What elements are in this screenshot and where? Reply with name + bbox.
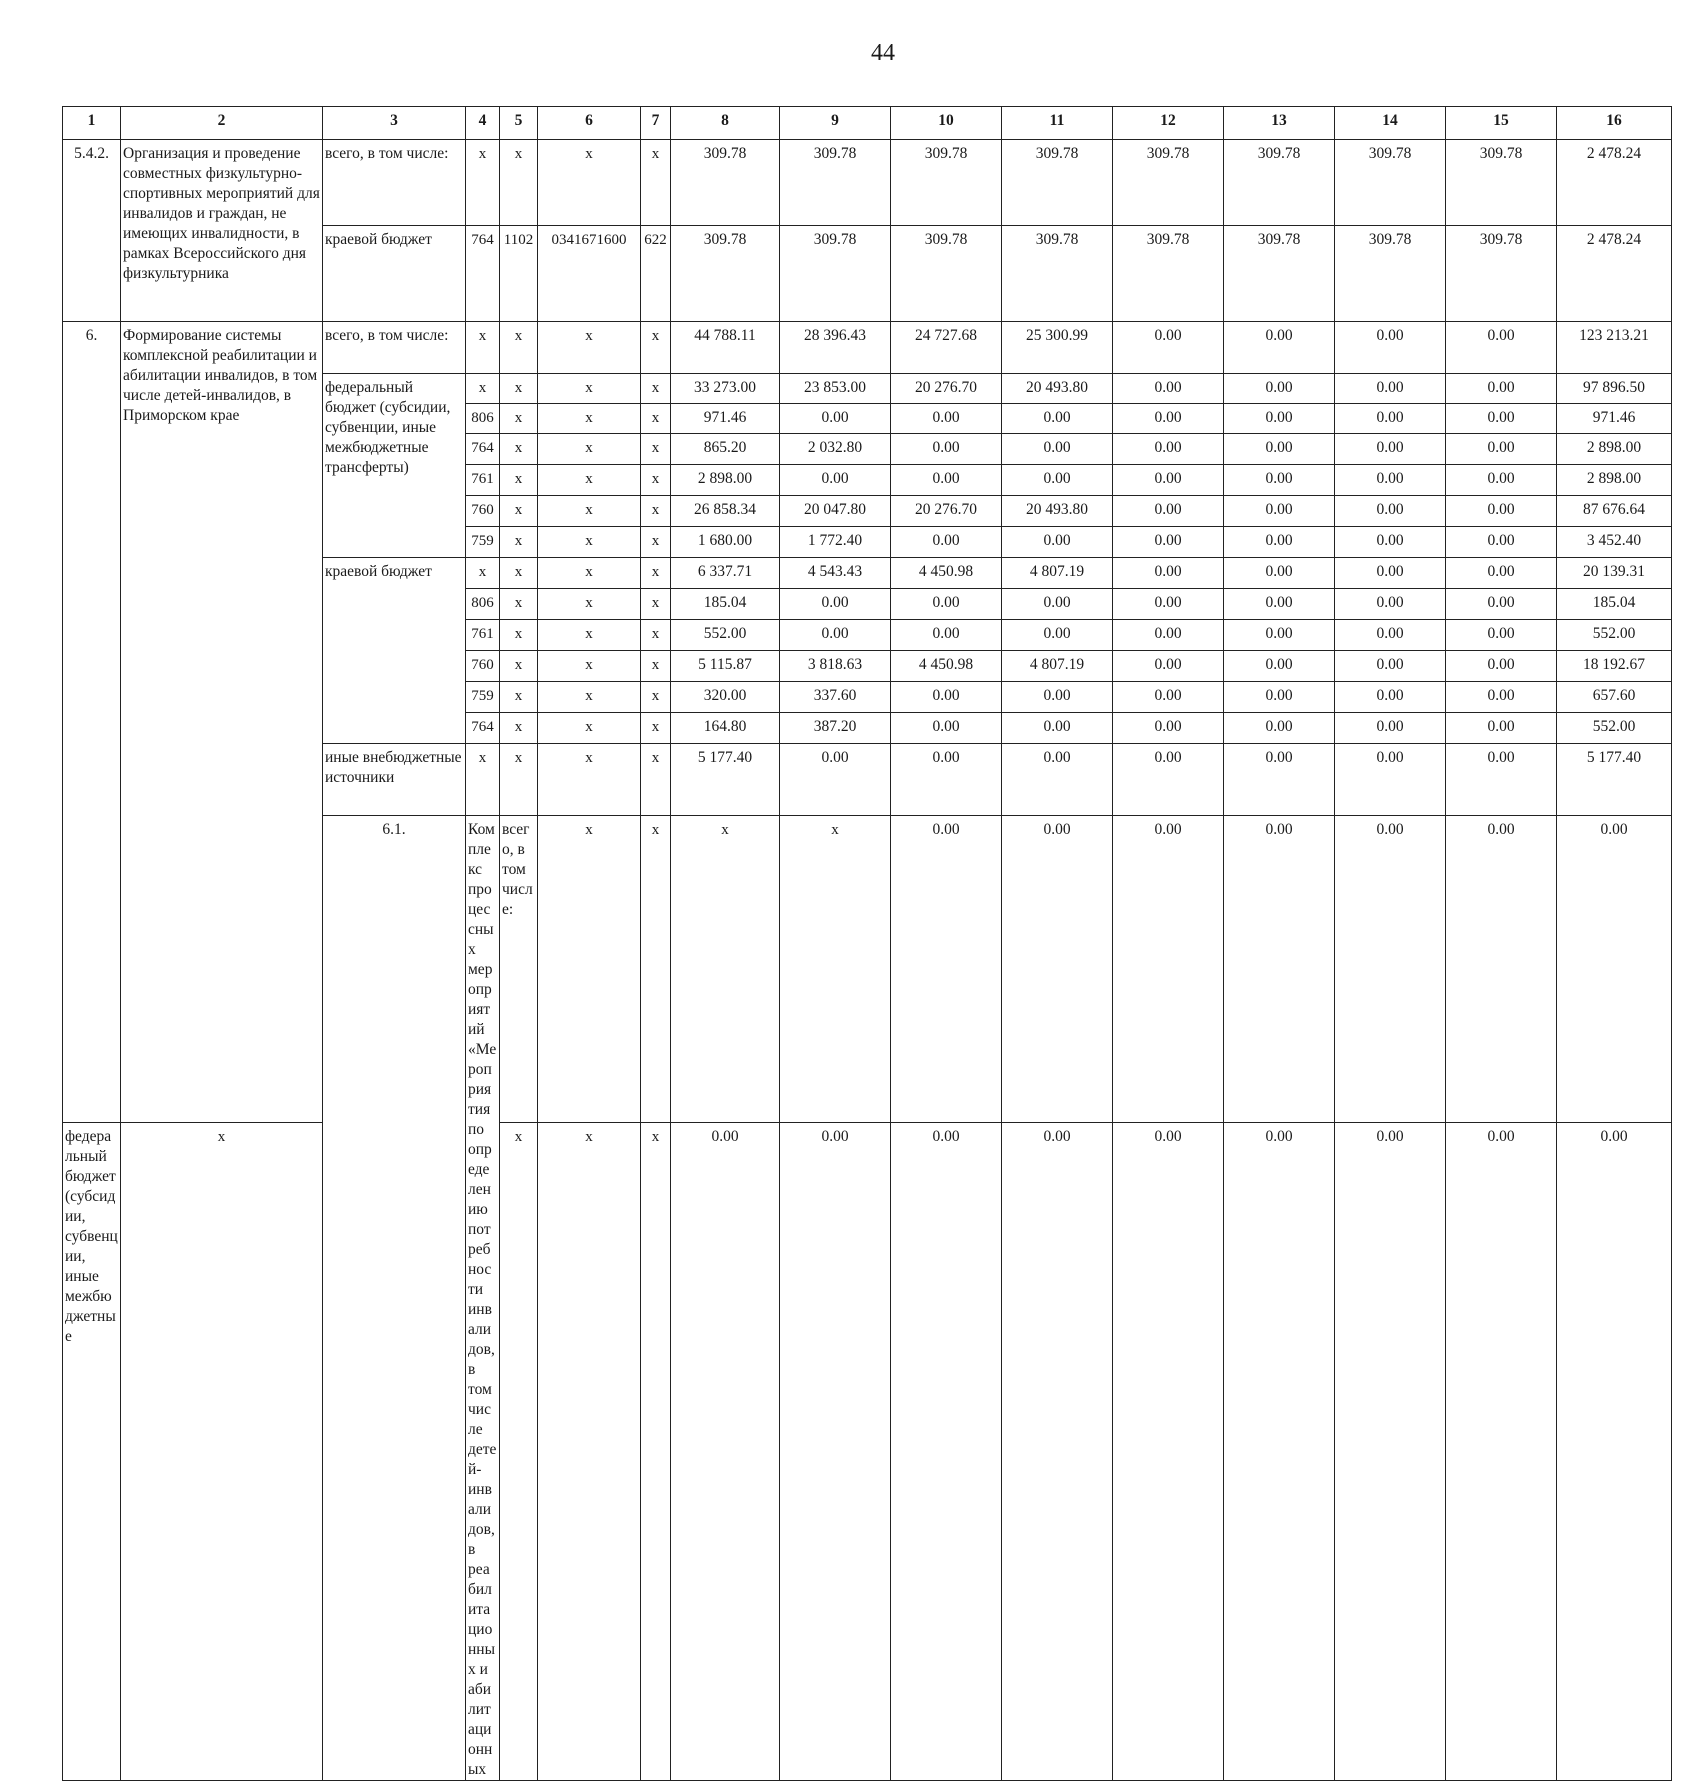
code-csr-cell: x bbox=[538, 651, 641, 682]
year-col-14-cell: 0.00 bbox=[1335, 434, 1446, 465]
year-col-13-cell: 0.00 bbox=[1224, 374, 1335, 404]
column-header: 12 bbox=[1113, 107, 1224, 140]
budget-table bbox=[62, 106, 1672, 1781]
code-grbs-cell: 764 bbox=[466, 226, 500, 322]
year-col-14-cell: 0.00 bbox=[1557, 816, 1672, 1123]
year-col-15-cell: 0.00 bbox=[1446, 589, 1557, 620]
funding-source-cell: краевой бюджет bbox=[323, 558, 466, 744]
total-cell: 552.00 bbox=[1557, 620, 1672, 651]
code-rzpr-cell: x bbox=[500, 374, 538, 404]
year-col-12-cell: 0.00 bbox=[1113, 374, 1224, 404]
year-col-14-cell: 0.00 bbox=[1335, 713, 1446, 744]
table-row bbox=[63, 322, 1672, 374]
year-col-8-cell: 309.78 bbox=[671, 140, 780, 226]
column-header: 10 bbox=[891, 107, 1002, 140]
column-header: 2 bbox=[121, 107, 323, 140]
year-col-12-cell: 0.00 bbox=[1113, 404, 1224, 434]
year-col-13-cell: 0.00 bbox=[1224, 744, 1335, 816]
row-number-cell: 6.1. bbox=[323, 816, 466, 1781]
year-col-15-cell: 0.00 bbox=[1446, 374, 1557, 404]
code-grbs-cell: x bbox=[538, 816, 641, 1123]
year-col-13-cell: 0.00 bbox=[1224, 651, 1335, 682]
year-col-9-cell: 23 853.00 bbox=[780, 374, 891, 404]
code-rzpr-cell: x bbox=[500, 465, 538, 496]
year-col-12-cell: 309.78 bbox=[1113, 140, 1224, 226]
year-col-8-cell: 44 788.11 bbox=[671, 322, 780, 374]
year-col-13-cell: 0.00 bbox=[1224, 465, 1335, 496]
year-col-12-cell: 0.00 bbox=[1113, 682, 1224, 713]
total-cell: 971.46 bbox=[1557, 404, 1672, 434]
year-col-14-cell: 0.00 bbox=[1335, 322, 1446, 374]
year-col-12-cell: 0.00 bbox=[1113, 322, 1224, 374]
year-col-12-cell: 0.00 bbox=[1113, 589, 1224, 620]
code-rzpr-cell: x bbox=[500, 620, 538, 651]
code-csr-cell: x bbox=[538, 496, 641, 527]
code-grbs-cell: x bbox=[466, 744, 500, 816]
year-col-14-cell: 0.00 bbox=[1335, 744, 1446, 816]
year-col-13-cell: 0.00 bbox=[1224, 527, 1335, 558]
year-col-11-cell: 0.00 bbox=[1002, 682, 1113, 713]
total-cell: 87 676.64 bbox=[1557, 496, 1672, 527]
code-csr-cell: x bbox=[538, 404, 641, 434]
code-rzpr-cell: x bbox=[500, 744, 538, 816]
year-col-13-cell: 0.00 bbox=[1224, 620, 1335, 651]
year-col-9-cell: 0.00 bbox=[1002, 816, 1113, 1123]
year-col-10-cell: 20 276.70 bbox=[891, 374, 1002, 404]
code-rzpr-cell: x bbox=[500, 140, 538, 226]
code-rzpr-cell: x bbox=[500, 434, 538, 465]
code-rzpr-cell: x bbox=[500, 496, 538, 527]
year-col-11-cell: 0.00 bbox=[1002, 465, 1113, 496]
year-col-15-cell: 309.78 bbox=[1446, 226, 1557, 322]
column-header: 3 bbox=[323, 107, 466, 140]
year-col-12-cell: 0.00 bbox=[1113, 744, 1224, 816]
code-csr-cell: x bbox=[538, 465, 641, 496]
total-cell: 2 478.24 bbox=[1557, 226, 1672, 322]
year-col-14-cell: 0.00 bbox=[1335, 651, 1446, 682]
column-header: 13 bbox=[1224, 107, 1335, 140]
year-col-11-cell: 309.78 bbox=[1002, 140, 1113, 226]
code-grbs-cell: 760 bbox=[466, 496, 500, 527]
year-col-13-cell: 0.00 bbox=[1224, 713, 1335, 744]
year-col-10-cell: 0.00 bbox=[891, 404, 1002, 434]
year-col-15-cell: 309.78 bbox=[1446, 140, 1557, 226]
total-cell: 20 139.31 bbox=[1557, 558, 1672, 589]
year-col-14-cell: 0.00 bbox=[1335, 589, 1446, 620]
code-grbs-cell: 764 bbox=[466, 434, 500, 465]
year-col-11-cell: 0.00 bbox=[1002, 404, 1113, 434]
code-rzpr-cell: x bbox=[500, 651, 538, 682]
item-name-cell: Формирование системы комплексной реабилитации и абилитации инвалидов, в том числе детей-инвалидов, в Приморском крае bbox=[121, 322, 323, 1123]
column-header: 4 bbox=[466, 107, 500, 140]
code-rzpr-cell: x bbox=[500, 682, 538, 713]
year-col-15-cell: 0.00 bbox=[1446, 558, 1557, 589]
year-col-15-cell: 0.00 bbox=[1446, 465, 1557, 496]
funding-source-cell: всего, в том числе: bbox=[500, 816, 538, 1123]
year-col-10-cell: 4 450.98 bbox=[891, 558, 1002, 589]
year-col-10-cell: 0.00 bbox=[891, 682, 1002, 713]
year-col-13-cell: 0.00 bbox=[1224, 496, 1335, 527]
total-cell: 657.60 bbox=[1557, 682, 1672, 713]
code-csr-cell: x bbox=[538, 140, 641, 226]
year-col-9-cell: 28 396.43 bbox=[780, 322, 891, 374]
column-header: 7 bbox=[641, 107, 671, 140]
year-col-10-cell: 0.00 bbox=[891, 465, 1002, 496]
year-col-14-cell: 309.78 bbox=[1335, 140, 1446, 226]
column-header: 14 bbox=[1335, 107, 1446, 140]
year-col-12-cell: 0.00 bbox=[1113, 465, 1224, 496]
year-col-10-cell: 0.00 bbox=[891, 1123, 1002, 1781]
year-col-13-cell: 309.78 bbox=[1224, 226, 1335, 322]
year-col-10-cell: 0.00 bbox=[891, 527, 1002, 558]
year-col-9-cell: 387.20 bbox=[780, 713, 891, 744]
code-grbs-cell: 761 bbox=[466, 465, 500, 496]
year-col-12-cell: 0.00 bbox=[1113, 651, 1224, 682]
year-col-8-cell: 971.46 bbox=[671, 404, 780, 434]
table-row bbox=[63, 140, 1672, 226]
column-header: 9 bbox=[780, 107, 891, 140]
funding-source-cell: всего, в том числе: bbox=[323, 322, 466, 374]
code-rzpr-cell: x bbox=[500, 589, 538, 620]
item-name-cell: Комплекс процессных мероприятий «Мероприятия по определению потребности инвалидов, в том числе детей-инвалидов, в реабилитационных и абилитационных bbox=[466, 816, 500, 1781]
code-vr-cell: x bbox=[641, 374, 671, 404]
year-col-13-cell: 0.00 bbox=[1224, 558, 1335, 589]
year-col-8-cell: 5 115.87 bbox=[671, 651, 780, 682]
code-vr-cell: x bbox=[780, 816, 891, 1123]
year-col-11-cell: 0.00 bbox=[1002, 434, 1113, 465]
funding-source-cell: федеральный бюджет (субсидии, субвенции, иные межбюджетные трансферты) bbox=[323, 374, 466, 558]
year-col-8-cell: 865.20 bbox=[671, 434, 780, 465]
year-col-9-cell: 309.78 bbox=[780, 140, 891, 226]
year-col-14-cell: 0.00 bbox=[1335, 558, 1446, 589]
code-grbs-cell: x bbox=[466, 322, 500, 374]
year-col-15-cell: 0.00 bbox=[1446, 322, 1557, 374]
year-col-9-cell: 4 543.43 bbox=[780, 558, 891, 589]
year-col-11-cell: 309.78 bbox=[1002, 226, 1113, 322]
year-col-12-cell: 0.00 bbox=[1113, 620, 1224, 651]
code-csr-cell: x bbox=[538, 682, 641, 713]
column-header: 15 bbox=[1446, 107, 1557, 140]
year-col-15-cell: 0.00 bbox=[1446, 1123, 1557, 1781]
column-header: 6 bbox=[538, 107, 641, 140]
year-col-8-cell: 33 273.00 bbox=[671, 374, 780, 404]
year-col-14-cell: 0.00 bbox=[1335, 465, 1446, 496]
code-vr-cell: x bbox=[641, 682, 671, 713]
year-col-8-cell: 26 858.34 bbox=[671, 496, 780, 527]
year-col-14-cell: 309.78 bbox=[1335, 226, 1446, 322]
column-header: 1 bbox=[63, 107, 121, 140]
code-csr-cell: x bbox=[538, 744, 641, 816]
year-col-9-cell: 3 818.63 bbox=[780, 651, 891, 682]
year-col-8-cell: 0.00 bbox=[671, 1123, 780, 1781]
total-cell: 2 898.00 bbox=[1557, 465, 1672, 496]
code-vr-cell: 622 bbox=[641, 226, 671, 322]
column-header: 8 bbox=[671, 107, 780, 140]
code-csr-cell: x bbox=[538, 1123, 641, 1781]
year-col-9-cell: 0.00 bbox=[780, 465, 891, 496]
year-col-15-cell: 0.00 bbox=[1446, 620, 1557, 651]
year-col-13-cell: 0.00 bbox=[1224, 434, 1335, 465]
year-col-10-cell: 0.00 bbox=[1113, 816, 1224, 1123]
year-col-13-cell: 0.00 bbox=[1224, 1123, 1335, 1781]
year-col-15-cell: 0.00 bbox=[1446, 527, 1557, 558]
year-col-12-cell: 0.00 bbox=[1113, 1123, 1224, 1781]
year-col-11-cell: 25 300.99 bbox=[1002, 322, 1113, 374]
funding-source-cell: краевой бюджет bbox=[323, 226, 466, 322]
code-vr-cell: x bbox=[641, 651, 671, 682]
code-csr-cell: x bbox=[538, 527, 641, 558]
year-col-11-cell: 0.00 bbox=[1002, 713, 1113, 744]
code-vr-cell: x bbox=[641, 620, 671, 651]
code-rzpr-cell: x bbox=[500, 1123, 538, 1781]
year-col-10-cell: 4 450.98 bbox=[891, 651, 1002, 682]
funding-source-cell: иные внебюджетные источники bbox=[323, 744, 466, 816]
year-col-11-cell: 0.00 bbox=[1224, 816, 1335, 1123]
total-cell: 185.04 bbox=[1557, 589, 1672, 620]
column-header: 11 bbox=[1002, 107, 1113, 140]
total-cell: 2 478.24 bbox=[1557, 140, 1672, 226]
code-csr-cell: x bbox=[538, 322, 641, 374]
year-col-11-cell: 0.00 bbox=[1002, 620, 1113, 651]
funding-source-cell: федеральный бюджет (субсидии, субвенции, иные межбюджетные bbox=[63, 1123, 121, 1781]
code-csr-cell: 0341671600 bbox=[538, 226, 641, 322]
year-col-15-cell: 0.00 bbox=[1446, 496, 1557, 527]
year-col-8-cell: 309.78 bbox=[671, 226, 780, 322]
code-grbs-cell: 761 bbox=[466, 620, 500, 651]
year-col-13-cell: 0.00 bbox=[1224, 682, 1335, 713]
code-grbs-cell: 806 bbox=[466, 404, 500, 434]
code-grbs-cell: 760 bbox=[466, 651, 500, 682]
year-col-10-cell: 0.00 bbox=[891, 744, 1002, 816]
code-vr-cell: x bbox=[641, 713, 671, 744]
code-rzpr-cell: x bbox=[500, 527, 538, 558]
code-vr-cell: x bbox=[641, 465, 671, 496]
column-header: 5 bbox=[500, 107, 538, 140]
year-col-14-cell: 0.00 bbox=[1335, 496, 1446, 527]
year-col-13-cell: 0.00 bbox=[1224, 322, 1335, 374]
year-col-11-cell: 4 807.19 bbox=[1002, 651, 1113, 682]
code-csr-cell: x bbox=[538, 589, 641, 620]
total-cell: 18 192.67 bbox=[1557, 651, 1672, 682]
year-col-12-cell: 309.78 bbox=[1113, 226, 1224, 322]
code-vr-cell: x bbox=[641, 140, 671, 226]
year-col-10-cell: 309.78 bbox=[891, 140, 1002, 226]
code-grbs-cell: x bbox=[466, 374, 500, 404]
total-cell: 5 177.40 bbox=[1557, 744, 1672, 816]
code-csr-cell: x bbox=[538, 374, 641, 404]
year-col-8-cell: 320.00 bbox=[671, 682, 780, 713]
year-col-8-cell: 0.00 bbox=[891, 816, 1002, 1123]
funding-source-cell: всего, в том числе: bbox=[323, 140, 466, 226]
year-col-8-cell: 5 177.40 bbox=[671, 744, 780, 816]
table-body bbox=[63, 140, 1672, 1781]
year-col-14-cell: 0.00 bbox=[1335, 682, 1446, 713]
column-header: 16 bbox=[1557, 107, 1672, 140]
code-vr-cell: x bbox=[641, 1123, 671, 1781]
year-col-9-cell: 2 032.80 bbox=[780, 434, 891, 465]
year-col-11-cell: 4 807.19 bbox=[1002, 558, 1113, 589]
year-col-10-cell: 0.00 bbox=[891, 589, 1002, 620]
year-col-13-cell: 309.78 bbox=[1224, 140, 1335, 226]
year-col-11-cell: 20 493.80 bbox=[1002, 496, 1113, 527]
code-vr-cell: x bbox=[641, 404, 671, 434]
year-col-9-cell: 0.00 bbox=[780, 1123, 891, 1781]
code-csr-cell: x bbox=[538, 558, 641, 589]
code-grbs-cell: 764 bbox=[466, 713, 500, 744]
row-number-cell: 5.4.2. bbox=[63, 140, 121, 322]
year-col-8-cell: 2 898.00 bbox=[671, 465, 780, 496]
year-col-10-cell: 24 727.68 bbox=[891, 322, 1002, 374]
year-col-9-cell: 0.00 bbox=[780, 589, 891, 620]
year-col-12-cell: 0.00 bbox=[1113, 713, 1224, 744]
code-csr-cell: x bbox=[538, 620, 641, 651]
year-col-15-cell: 0.00 bbox=[1446, 651, 1557, 682]
year-col-9-cell: 1 772.40 bbox=[780, 527, 891, 558]
year-col-15-cell: 0.00 bbox=[1446, 744, 1557, 816]
year-col-13-cell: 0.00 bbox=[1224, 589, 1335, 620]
code-vr-cell: x bbox=[641, 322, 671, 374]
code-vr-cell: x bbox=[641, 434, 671, 465]
year-col-9-cell: 0.00 bbox=[780, 620, 891, 651]
year-col-11-cell: 0.00 bbox=[1002, 1123, 1113, 1781]
year-col-8-cell: 185.04 bbox=[671, 589, 780, 620]
year-col-12-cell: 0.00 bbox=[1113, 527, 1224, 558]
total-cell: 3 452.40 bbox=[1557, 527, 1672, 558]
year-col-15-cell: 0.00 bbox=[1446, 713, 1557, 744]
year-col-11-cell: 20 493.80 bbox=[1002, 374, 1113, 404]
year-col-14-cell: 0.00 bbox=[1335, 404, 1446, 434]
year-col-14-cell: 0.00 bbox=[1335, 1123, 1446, 1781]
code-rzpr-cell: 1102 bbox=[500, 226, 538, 322]
year-col-13-cell: 0.00 bbox=[1224, 404, 1335, 434]
year-col-15-cell: 0.00 bbox=[1446, 434, 1557, 465]
year-col-11-cell: 0.00 bbox=[1002, 589, 1113, 620]
year-col-10-cell: 20 276.70 bbox=[891, 496, 1002, 527]
page-number: 44 bbox=[871, 40, 895, 66]
code-rzpr-cell: x bbox=[500, 558, 538, 589]
code-grbs-cell: 759 bbox=[466, 682, 500, 713]
year-col-14-cell: 0.00 bbox=[1335, 374, 1446, 404]
year-col-9-cell: 0.00 bbox=[780, 404, 891, 434]
total-cell: 123 213.21 bbox=[1557, 322, 1672, 374]
code-grbs-cell: x bbox=[121, 1123, 323, 1781]
year-col-10-cell: 309.78 bbox=[891, 226, 1002, 322]
code-grbs-cell: 806 bbox=[466, 589, 500, 620]
year-col-12-cell: 0.00 bbox=[1113, 558, 1224, 589]
header-row bbox=[63, 107, 1672, 140]
code-csr-cell: x bbox=[538, 713, 641, 744]
total-cell: 97 896.50 bbox=[1557, 374, 1672, 404]
code-vr-cell: x bbox=[641, 744, 671, 816]
year-col-11-cell: 0.00 bbox=[1002, 527, 1113, 558]
year-col-8-cell: 164.80 bbox=[671, 713, 780, 744]
table-row bbox=[63, 1123, 1672, 1781]
code-rzpr-cell: x bbox=[500, 322, 538, 374]
year-col-9-cell: 309.78 bbox=[780, 226, 891, 322]
item-name-cell: Организация и проведение совместных физкультурно-спортивных мероприятий для инвалидов и граждан, не имеющих инвалидности, в рамках Всероссийского дня физкультурника bbox=[121, 140, 323, 322]
year-col-11-cell: 0.00 bbox=[1002, 744, 1113, 816]
code-grbs-cell: 759 bbox=[466, 527, 500, 558]
year-col-10-cell: 0.00 bbox=[891, 434, 1002, 465]
year-col-14-cell: 0.00 bbox=[1335, 527, 1446, 558]
year-col-14-cell: 0.00 bbox=[1335, 620, 1446, 651]
code-rzpr-cell: x bbox=[500, 404, 538, 434]
code-vr-cell: x bbox=[641, 589, 671, 620]
total-cell: 0.00 bbox=[1557, 1123, 1672, 1781]
year-col-8-cell: 552.00 bbox=[671, 620, 780, 651]
year-col-9-cell: 0.00 bbox=[780, 744, 891, 816]
code-vr-cell: x bbox=[641, 527, 671, 558]
code-grbs-cell: x bbox=[466, 558, 500, 589]
year-col-15-cell: 0.00 bbox=[1446, 404, 1557, 434]
year-col-10-cell: 0.00 bbox=[891, 620, 1002, 651]
total-cell: 2 898.00 bbox=[1557, 434, 1672, 465]
code-vr-cell: x bbox=[641, 558, 671, 589]
code-rzpr-cell: x bbox=[500, 713, 538, 744]
code-vr-cell: x bbox=[641, 496, 671, 527]
code-csr-cell: x bbox=[671, 816, 780, 1123]
year-col-13-cell: 0.00 bbox=[1446, 816, 1557, 1123]
year-col-8-cell: 6 337.71 bbox=[671, 558, 780, 589]
code-rzpr-cell: x bbox=[641, 816, 671, 1123]
year-col-9-cell: 337.60 bbox=[780, 682, 891, 713]
code-grbs-cell: x bbox=[466, 140, 500, 226]
year-col-9-cell: 20 047.80 bbox=[780, 496, 891, 527]
year-col-12-cell: 0.00 bbox=[1113, 496, 1224, 527]
row-number-cell: 6. bbox=[63, 322, 121, 1123]
year-col-8-cell: 1 680.00 bbox=[671, 527, 780, 558]
code-csr-cell: x bbox=[538, 434, 641, 465]
year-col-15-cell: 0.00 bbox=[1446, 682, 1557, 713]
total-cell: 552.00 bbox=[1557, 713, 1672, 744]
year-col-12-cell: 0.00 bbox=[1113, 434, 1224, 465]
year-col-10-cell: 0.00 bbox=[891, 713, 1002, 744]
year-col-12-cell: 0.00 bbox=[1335, 816, 1446, 1123]
